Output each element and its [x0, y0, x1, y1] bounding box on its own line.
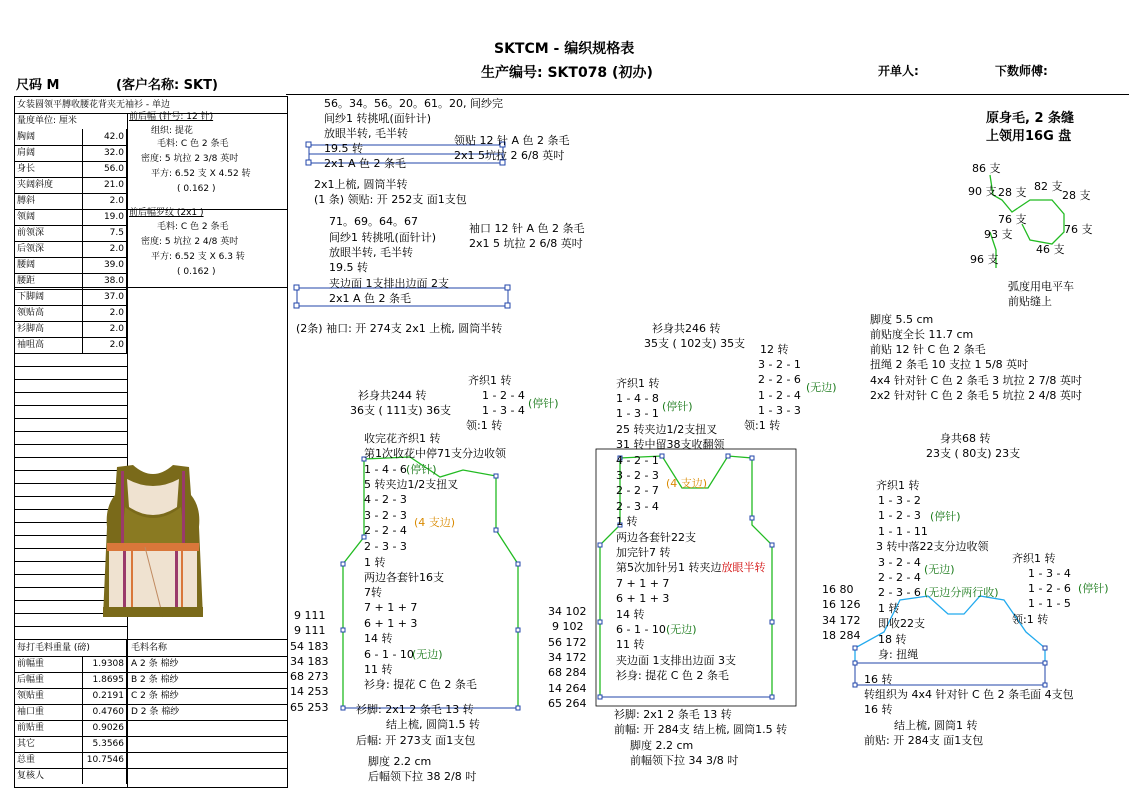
arm-line-4: 夹边面 1支排出边面 2支 [329, 277, 449, 290]
rp-g1-0: 1 - 3 - 2 [878, 494, 921, 507]
measurement-name: 夹阔斜度 [15, 177, 83, 193]
front-line-1: 6 + 1 + 3 [616, 592, 670, 605]
front-right-tag: (无边) [806, 381, 837, 394]
neck-line-1: 间纱1 转挑吼(面针计) [324, 112, 432, 125]
measurement-name: 下脚阔 [15, 289, 83, 305]
back-one-turn: 1 转 [364, 556, 386, 569]
rp-tag1: (停针) [930, 510, 961, 523]
arm-line-0: 71。69。64。67 [329, 215, 418, 228]
style-description: 女装圆领平膊收腰花背夹无袖衫 - 单边 [17, 100, 170, 110]
back-hem-2: 结上梳, 圆筒1.5 转 [386, 718, 480, 731]
unit-label: 量度单位: 厘米 [17, 116, 77, 126]
back-no-edge: (无边) [412, 648, 443, 661]
front-neck-tag: (停针) [662, 400, 693, 413]
rp-g2-2: 2 - 3 - 6 [878, 586, 921, 599]
back-arm-2: 2 - 2 - 4 [364, 524, 407, 537]
placket-line-3: 扭绳 2 条毛 10 支拉 1 5/8 英吋 [870, 358, 1029, 371]
rp-ji: 即收22支 [878, 617, 925, 630]
measurement-value: 21.0 [83, 177, 127, 193]
front-add: 加完针7 转 [616, 546, 671, 559]
measurement-value: 2.0 [83, 337, 127, 353]
count-82: 82 支 [1034, 180, 1063, 193]
front-widths: 35支 ( 102支) 35支 [644, 337, 746, 350]
front-twist: 25 转夹边1/2支扭叉 [616, 423, 718, 436]
back-arm-0: 4 - 2 - 3 [364, 493, 407, 506]
back-num-5: 14 253 [290, 685, 329, 698]
front-num-2: 56 172 [548, 636, 587, 649]
yarn-header: 毛料名称 [131, 643, 168, 653]
rp-g2-0: 3 - 2 - 4 [878, 556, 921, 569]
rp-g2-1: 2 - 2 - 4 [878, 571, 921, 584]
yarn-name: B 2 条 棉纱 [131, 675, 179, 685]
rib-spec-3: ( 0.162 ) [177, 267, 216, 277]
front-right-2: 2 - 2 - 6 [758, 373, 801, 386]
front-num-3: 34 172 [548, 651, 587, 664]
size-label: 尺码 M [16, 78, 60, 93]
yarn-name: C 2 条 棉纱 [131, 691, 179, 701]
front-inc: 两边各套针22支 [616, 531, 696, 544]
neck-line-3: 19.5 转 [324, 142, 363, 155]
back-neck-1: 1 - 3 - 4 [482, 404, 525, 417]
rib-spec-0: 毛料: C 色 2 条毛 [157, 222, 229, 232]
front-line-0: 7 + 1 + 7 [616, 577, 670, 590]
rp-widths: 23支 ( 80支) 23支 [926, 447, 1021, 460]
rp-finish: 结上梳, 圆筒1 转 [894, 719, 978, 732]
count-28b: 28 支 [1062, 189, 1091, 202]
count-76b: 76 支 [1064, 223, 1093, 236]
front-mid: 31 转中留38支收翻领 [616, 438, 725, 451]
back-widths: 36支 ( 111支) 36支 [350, 404, 452, 417]
neck-bottom-0: 2x1上梳, 圆筒半转 [314, 178, 408, 191]
neck-line-0: 56。34。56。20。61。20, 间纱完 [324, 97, 503, 110]
back-neck-0: 1 - 2 - 4 [482, 389, 525, 402]
back-total: 衫身共244 转 [358, 389, 427, 402]
front-neck-top: 齐织1 转 [616, 377, 660, 390]
front-right-1: 3 - 2 - 1 [758, 358, 801, 371]
weight-value: 10.7546 [83, 752, 127, 768]
back-arm-tag: (4 支边) [414, 516, 456, 529]
rib-spec-2: 平方: 6.52 支 X 6.3 转 [151, 252, 245, 262]
neck-line-2: 放眼半转, 毛半转 [324, 127, 408, 140]
measurement-name: 胸阔 [15, 129, 83, 145]
placket-line-2: 前贴 12 针 C 色 2 条毛 [870, 343, 986, 356]
measurement-value: 39.0 [83, 257, 127, 273]
measurement-value: 32.0 [83, 145, 127, 161]
front-line-2: 14 转 [616, 608, 645, 621]
placket-line-1: 前贴度全长 11.7 cm [870, 328, 974, 341]
front-num-5: 14 264 [548, 682, 587, 695]
arm-line-1: 间纱1 转挑吼(面针计) [329, 231, 437, 244]
front-arm-2: 2 - 2 - 7 [616, 484, 659, 497]
rp-one: 1 转 [878, 602, 900, 615]
front-num-6: 65 264 [548, 697, 587, 710]
weight-name: 前幅重 [15, 656, 83, 672]
front-arm-0: 4 - 2 - 1 [616, 454, 659, 467]
placket-line-5: 2x2 针对针 C 色 2 条毛 5 坑拉 2 4/8 英吋 [870, 389, 1082, 402]
front-right-0: 12 转 [760, 343, 789, 356]
rp-tag2: (无边) [924, 563, 955, 576]
measurement-name: 身长 [15, 161, 83, 177]
weight-value: 1.9308 [83, 656, 127, 672]
front-arm-1: 3 - 2 - 3 [616, 469, 659, 482]
measurement-name: 领阔 [15, 209, 83, 225]
measurement-value: 2.0 [83, 241, 127, 257]
back-num-6: 65 253 [290, 701, 329, 714]
arm-line-2: 放眼半转, 毛半转 [329, 246, 413, 259]
back-neck-top: 齐织1 转 [468, 374, 512, 387]
count-86: 86 支 [972, 162, 1001, 175]
front-num-4: 68 284 [548, 666, 587, 679]
page-title: SKTCM - 编织规格表 [494, 41, 635, 57]
yarn-name: D 2 条 棉纱 [131, 707, 180, 717]
arm-line-3: 19.5 转 [329, 261, 368, 274]
rp-num-0: 16 80 [822, 583, 854, 596]
front-line-6: 衫身: 提花 C 色 2 条毛 [616, 669, 729, 682]
front-foot: 脚度 2.2 cm [630, 739, 694, 752]
rp-sixteen2: 16 转 [864, 703, 893, 716]
front-line-5: 夹边面 1支排出边面 3支 [616, 654, 736, 667]
weight-value: 1.8695 [83, 672, 127, 688]
front-spec-3: 平方: 6.52 支 X 4.52 转 [151, 169, 251, 179]
front-right-3: 1 - 2 - 4 [758, 389, 801, 402]
back-inc: 两边各套针16支 [364, 571, 444, 584]
rp-right-label: 领:1 转 [1012, 613, 1049, 626]
rp-top: 齐织1 转 [876, 479, 920, 492]
weight-name: 领贴重 [15, 688, 83, 704]
weight-value: 0.2191 [83, 688, 127, 704]
front-right-4: 1 - 3 - 3 [758, 404, 801, 417]
rp-num-3: 18 284 [822, 629, 861, 642]
curve-note-2: 前贴缝上 [1008, 295, 1052, 308]
back-hem: 衫脚: 2x1 2 条毛 13 转 [356, 703, 474, 716]
front-fifth [616, 561, 766, 574]
rp-tissue: 转组织为 4x4 针对针 C 色 2 条毛面 4支包 [864, 688, 1074, 701]
front-num-1: 9 102 [552, 620, 584, 633]
placket-line-4: 4x4 针对针 C 色 2 条毛 3 坑拉 2 7/8 英吋 [870, 374, 1082, 387]
measurement-name: 前领深 [15, 225, 83, 241]
front-no-edge: (无边) [666, 623, 697, 636]
measurement-name: 袖咀高 [15, 337, 83, 353]
yarn-name: A 2 条 棉纱 [131, 659, 179, 669]
back-line-3: 6 - 1 - 10 [364, 648, 414, 661]
front-line-4: 11 转 [616, 638, 645, 651]
arm-bottom: (2条) 袖口: 开 274支 2x1 上梳, 圆筒半转 [296, 322, 503, 335]
rp-right-2: 1 - 1 - 5 [1028, 597, 1071, 610]
front-pull: 前幅领下拉 34 3/8 吋 [630, 754, 739, 767]
front-fifth-text: 第5次加针另1 转夹边 [616, 561, 722, 574]
arm-spec-1: 2x1 5 坑拉 2 6/8 英吋 [469, 237, 583, 250]
back-neck-label: 领:1 转 [466, 419, 503, 432]
back-line-2: 14 转 [364, 632, 393, 645]
measurement-value: 7.5 [83, 225, 127, 241]
measurement-name: 肩阔 [15, 145, 83, 161]
arm-line-5: 2x1 A 色 2 条毛 [329, 292, 412, 305]
weight-name: 袖口重 [15, 704, 83, 720]
back-num-4: 68 273 [290, 670, 329, 683]
measurement-value: 37.0 [83, 289, 127, 305]
back-shape-d: 5 转夹边1/2支扭叉 [364, 478, 459, 491]
weight-name: 前贴重 [15, 720, 83, 736]
front-arm-3: 2 - 3 - 4 [616, 500, 659, 513]
rp-total: 身共68 转 [940, 432, 991, 445]
front-spec-0: 组织: 提花 [151, 126, 193, 136]
weight-name: 其它 [15, 736, 83, 752]
measurement-name: 领贴高 [15, 305, 83, 321]
measurement-value: 56.0 [83, 161, 127, 177]
front-line-3: 6 - 1 - 10 [616, 623, 666, 636]
back-num-3: 34 183 [290, 655, 329, 668]
measurement-value: 2.0 [83, 193, 127, 209]
count-90: 90 支 [968, 185, 997, 198]
back-neck-tag: (停针) [528, 397, 559, 410]
weight-value: 0.4760 [83, 704, 127, 720]
count-76a: 76 支 [998, 213, 1027, 226]
front-cast-on: 前幅: 开 284支 结上梳, 圆筒1.5 转 [614, 723, 788, 736]
rp-sixteen: 16 转 [864, 673, 893, 686]
front-spec-2: 密度: 5 坑拉 2 3/8 英吋 [141, 154, 239, 164]
rp-g1-1: 1 - 2 - 3 [878, 509, 921, 522]
rib-title: 前后幅罗纹 (2x1 ) [129, 208, 204, 218]
front-neck-0: 1 - 4 - 8 [616, 392, 659, 405]
back-line-0: 7 + 1 + 7 [364, 601, 418, 614]
rp-right-tag: (停针) [1078, 582, 1109, 595]
weight-value: 0.9026 [83, 720, 127, 736]
back-pull: 后幅领下拉 38 2/8 吋 [368, 770, 477, 783]
weight-name: 后幅重 [15, 672, 83, 688]
top-note-2: 上领用16G 盘 [986, 129, 1072, 144]
front-title: 前后幅 (针号: 12 针) [129, 112, 214, 122]
back-line-4: 11 转 [364, 663, 393, 676]
production-number: 生产编号: SKT078 (初办) [481, 65, 653, 81]
rib-spec-1: 密度: 5 坑拉 2 4/8 英吋 [141, 237, 239, 247]
measurement-name: 衫脚高 [15, 321, 83, 337]
back-arm-3: 2 - 3 - 3 [364, 540, 407, 553]
front-fifth-red: 放眼半转 [721, 561, 766, 574]
placket-line-0: 脚度 5.5 cm [870, 313, 934, 326]
back-seven: 7转 [364, 586, 382, 599]
back-arm-1: 3 - 2 - 3 [364, 509, 407, 522]
back-shape-c: 1 - 4 - 6 [364, 463, 407, 476]
front-hem: 衫脚: 2x1 2 条毛 13 转 [614, 708, 732, 721]
count-96: 96 支 [970, 253, 999, 266]
front-one-turn: 1 转 [616, 515, 638, 528]
curve-note-1: 弧度用电平车 [1008, 280, 1074, 293]
rp-n18: 18 转 [878, 633, 907, 646]
front-total: 衫身共246 转 [652, 322, 721, 335]
back-shape-a: 收完花齐织1 转 [364, 432, 441, 445]
rp-right-top: 齐织1 转 [1012, 552, 1056, 565]
back-cast-on: 后幅: 开 273支 面1支包 [356, 734, 476, 747]
rp-tag2b: (无边分两行收) [924, 586, 999, 599]
measurement-name: 后领深 [15, 241, 83, 257]
arm-spec-0: 袖口 12 针 A 色 2 条毛 [469, 222, 585, 235]
count-28a: 28 支 [998, 186, 1027, 199]
measurement-value: 19.0 [83, 209, 127, 225]
back-num-2: 54 183 [290, 640, 329, 653]
neck-line-4: 2x1 A 色 2 条毛 [324, 157, 407, 170]
measurement-name: 腰距 [15, 273, 83, 289]
measurement-name: 腰阔 [15, 257, 83, 273]
count-93: 93 支 [984, 228, 1013, 241]
front-neck-1: 1 - 3 - 1 [616, 407, 659, 420]
neck-spec-1: 2x1 5坑拉 2 6/8 英吋 [454, 149, 565, 162]
rp-num-2: 34 172 [822, 614, 861, 627]
front-arm-tag: (4 支边) [666, 477, 708, 490]
back-num-1: 9 111 [294, 624, 326, 637]
cutter-label: 下数师傅: [995, 64, 1048, 78]
client-label: (客户名称: SKT) [116, 78, 218, 93]
front-spec-4: ( 0.162 ) [177, 184, 216, 194]
weight-name: 总重 [15, 752, 83, 768]
count-46: 46 支 [1036, 243, 1065, 256]
rp-mid: 3 转中落22支分边收领 [876, 540, 989, 553]
back-num-0: 9 111 [294, 609, 326, 622]
neck-bottom-1: (1 条) 领贴: 开 252支 面1支包 [314, 193, 467, 206]
rp-right-1: 1 - 2 - 6 [1028, 582, 1071, 595]
back-line-1: 6 + 1 + 3 [364, 617, 418, 630]
rp-g1-2: 1 - 1 - 11 [878, 525, 928, 538]
weight-header: 每打毛料重量 (磅) [15, 640, 127, 656]
top-note-1: 原身毛, 2 条缝 [986, 111, 1075, 126]
back-foot: 脚度 2.2 cm [368, 755, 432, 768]
rp-num-1: 16 126 [822, 598, 861, 611]
measurement-value: 42.0 [83, 129, 127, 145]
weight-value: 5.3566 [83, 736, 127, 752]
rp-right-0: 1 - 3 - 4 [1028, 567, 1071, 580]
rp-body: 身: 扭绳 [878, 648, 919, 661]
measurement-value: 2.0 [83, 305, 127, 321]
back-shape-c-tag: (停针) [406, 463, 437, 476]
back-shape-b: 第1次收花中停71支分边收领 [364, 447, 506, 460]
measurement-value: 38.0 [83, 273, 127, 289]
back-line-5: 衫身: 提花 C 色 2 条毛 [364, 678, 477, 691]
measurement-value: 2.0 [83, 321, 127, 337]
neck-spec-0: 领贴 12 针 A 色 2 条毛 [454, 134, 570, 147]
rp-cast-on: 前贴: 开 284支 面1支包 [864, 734, 984, 747]
front-num-0: 34 102 [548, 605, 587, 618]
front-right-label: 领:1 转 [744, 419, 781, 432]
issuer-label: 开单人: [878, 64, 919, 78]
weight-name: 复核人 [15, 768, 83, 784]
front-spec-1: 毛料: C 色 2 条毛 [157, 139, 229, 149]
measurement-name: 膊斜 [15, 193, 83, 209]
